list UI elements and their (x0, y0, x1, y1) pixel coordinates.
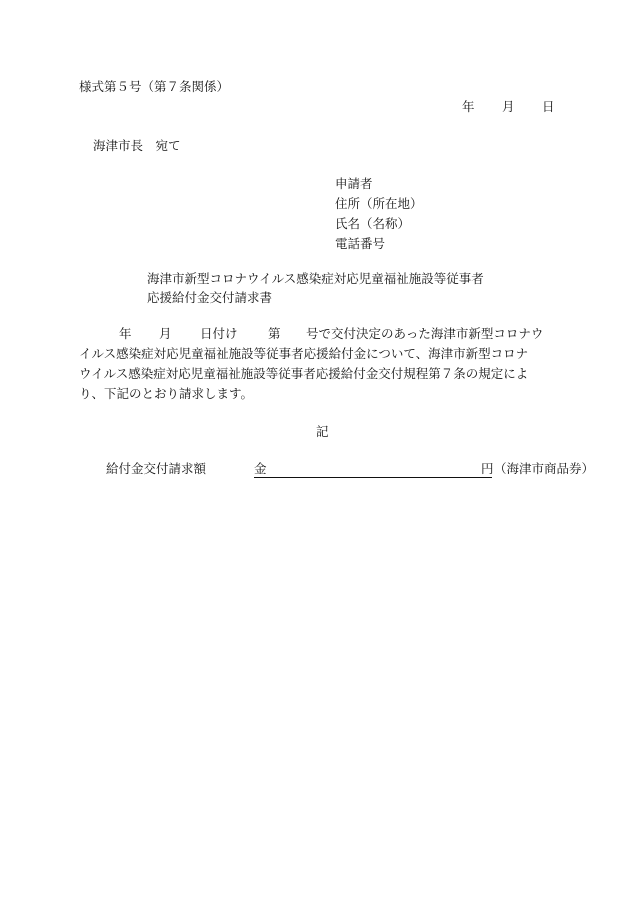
body-line-4: り、下記のとおり請求します。 (79, 386, 254, 401)
body-no-label: 第 (268, 326, 281, 341)
amount-note: （海津市商品券） (494, 461, 595, 476)
applicant-name-label: 氏名（名称） (335, 216, 411, 231)
body-dated-label: 日付け (200, 326, 238, 341)
date-day-label: 日 (542, 99, 555, 114)
title-line-1: 海津市新型コロナウイルス感染症対応児童福祉施設等従事者 (147, 271, 484, 286)
body-line-1 (79, 326, 579, 346)
date-line (462, 99, 592, 115)
date-month-label: 月 (502, 99, 515, 114)
body-line-2: イルス感染症対応児童福祉施設等従事者応援給付金について、海津市新型コロナ (79, 346, 529, 361)
form-number: 様式第５号（第７条関係） (79, 79, 230, 94)
body-month-label: 月 (159, 326, 172, 341)
body-text (79, 326, 579, 406)
amount-field-underline (254, 477, 492, 478)
date-year-label: 年 (462, 99, 475, 114)
ki-heading: 記 (316, 424, 329, 439)
body-line-3: ウイルス感染症対応児童福祉施設等従事者応援給付金交付規程第７条の規定によ (79, 366, 529, 381)
body-line-1-rest: 号で交付決定のあった海津市新型コロナウ (306, 326, 544, 341)
document-title (147, 271, 484, 309)
amount-row (106, 461, 595, 479)
title-line-2: 応援給付金交付請求書 (147, 290, 273, 305)
applicant-address-label: 住所（所在地） (335, 196, 423, 211)
body-year-label: 年 (119, 326, 132, 341)
applicant-label: 申請者 (335, 176, 373, 191)
applicant-phone-label: 電話番号 (335, 236, 386, 251)
applicant-block (335, 176, 423, 256)
amount-label: 給付金交付請求額 (106, 461, 207, 476)
amount-prefix: 金 (254, 461, 267, 476)
amount-suffix: 円 (481, 461, 494, 476)
recipient: 海津市長 宛て (93, 138, 181, 153)
